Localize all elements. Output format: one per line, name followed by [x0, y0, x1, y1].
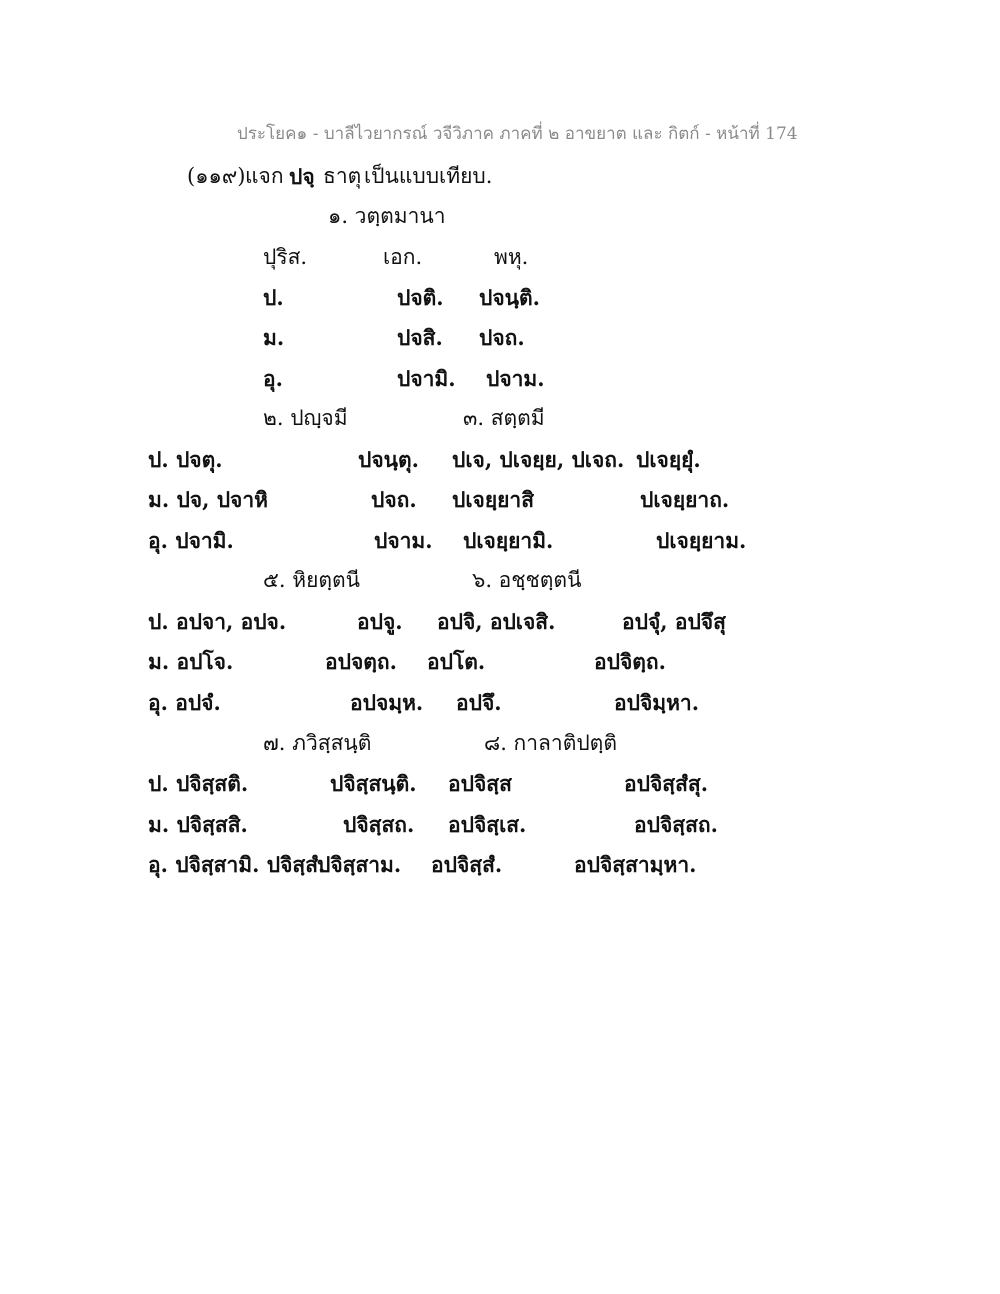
row-label-form: ป. อปจา, อปจ.	[148, 609, 287, 634]
row-label-form: อุ. ปจามิ.	[148, 528, 234, 553]
person-label: ม.	[263, 325, 285, 350]
intro-word-dhatu: ธาตุ	[323, 164, 362, 188]
row-label-form: ม. ปจ, ปจาหิ	[148, 487, 268, 512]
row-label-form: อุ. อปจํ.	[148, 690, 221, 715]
column-header-plural: พหุ.	[494, 245, 529, 269]
section-title-bhavissanti: ๗. ภวิสฺสนฺติ	[263, 731, 372, 755]
person-label: ป.	[263, 285, 284, 310]
intro-word-conjugate: แจก	[245, 164, 284, 188]
form-plural: ปจาม.	[486, 366, 545, 391]
form-singular: ปเจ, ปเจยฺย, ปเจถ.	[452, 447, 625, 472]
section-title-sattami: ๓. สตฺตมี	[463, 406, 545, 430]
form-singular: ปเจยฺยาสิ	[452, 487, 535, 512]
form-plural: ปจถ.	[479, 325, 525, 350]
form-plural: อปจุํ, อปจึสุ	[622, 609, 726, 634]
section-title-hiyattani: ๕. หิยตฺตนี	[263, 568, 361, 592]
form-singular: อปจิสฺเส.	[448, 812, 527, 837]
form-plural: ปจิสฺสถ.	[343, 812, 415, 837]
column-header-person: ปุริส.	[263, 245, 308, 269]
row-label-form: ม. อปโจ.	[148, 649, 234, 674]
section-number: (๑๑๙)	[187, 164, 246, 188]
form-singular: อปโต.	[427, 649, 486, 674]
form-plural: ปจนฺตุ.	[358, 447, 419, 472]
form-plural: ปจิสฺสนฺติ.	[330, 771, 417, 796]
intro-root: ปจฺ	[289, 164, 315, 189]
form-singular: อปจึ.	[456, 690, 502, 715]
column-header-singular: เอก.	[383, 245, 423, 269]
form-singular: ปจติ.	[397, 285, 444, 310]
form-plural: อปจมฺห.	[350, 690, 424, 715]
section-title-kalatipatti: ๘. กาลาติปตฺติ	[484, 731, 617, 755]
form-plural: ปจิสฺสาม.	[317, 852, 402, 877]
form-singular: ปเจยฺยามิ.	[463, 528, 554, 553]
row-label-form: อุ. ปจิสฺสามิ. ปจิสฺสํ.	[148, 852, 326, 877]
form-plural: อปจิตฺถ.	[594, 649, 666, 674]
section-title-vattamana: ๑. วตฺตมานา	[328, 204, 446, 228]
form-plural: ปเจยฺยุํ.	[636, 447, 701, 472]
form-plural: อปจิสฺสํสุ.	[624, 771, 709, 796]
form-plural: อปจตฺถ.	[325, 649, 397, 674]
form-plural: อปจิสฺสถ.	[634, 812, 718, 837]
form-singular: อปจิ, อปเจสิ.	[437, 609, 556, 634]
page-header: ประโยค๑ - บาลีไวยากรณ์ วจีวิภาค ภาคที่ ๒ อาขยาต และ กิตก์ - หน้าที่ 174	[237, 124, 798, 144]
section-title-ajjattani: ๖. อชฺชตฺตนี	[472, 568, 582, 592]
row-label-form: ป. ปจตุ.	[148, 447, 223, 472]
form-plural: ปจถ.	[371, 487, 417, 512]
form-plural: ปเจยฺยาถ.	[640, 487, 730, 512]
intro-word-model: เป็นแบบเทียบ.	[364, 164, 493, 188]
form-singular: อปจิสฺสํ.	[431, 852, 503, 877]
form-singular: ปจามิ.	[397, 366, 456, 391]
form-plural: ปจนฺติ.	[479, 285, 540, 310]
form-plural: อปจิมฺหา.	[614, 690, 700, 715]
person-label: อุ.	[263, 366, 283, 391]
form-plural: อปจู.	[357, 609, 403, 634]
form-singular: ปจสิ.	[397, 325, 443, 350]
section-title-pancami: ๒. ปญฺจมี	[263, 406, 348, 430]
row-label-form: ม. ปจิสฺสสิ.	[148, 812, 248, 837]
form-plural: อปจิสฺสามฺหา.	[574, 852, 697, 877]
row-label-form: ป. ปจิสฺสติ.	[148, 771, 249, 796]
form-plural: ปจาม.	[374, 528, 433, 553]
form-plural: ปเจยฺยาม.	[656, 528, 747, 553]
form-singular: อปจิสฺส	[448, 771, 512, 796]
